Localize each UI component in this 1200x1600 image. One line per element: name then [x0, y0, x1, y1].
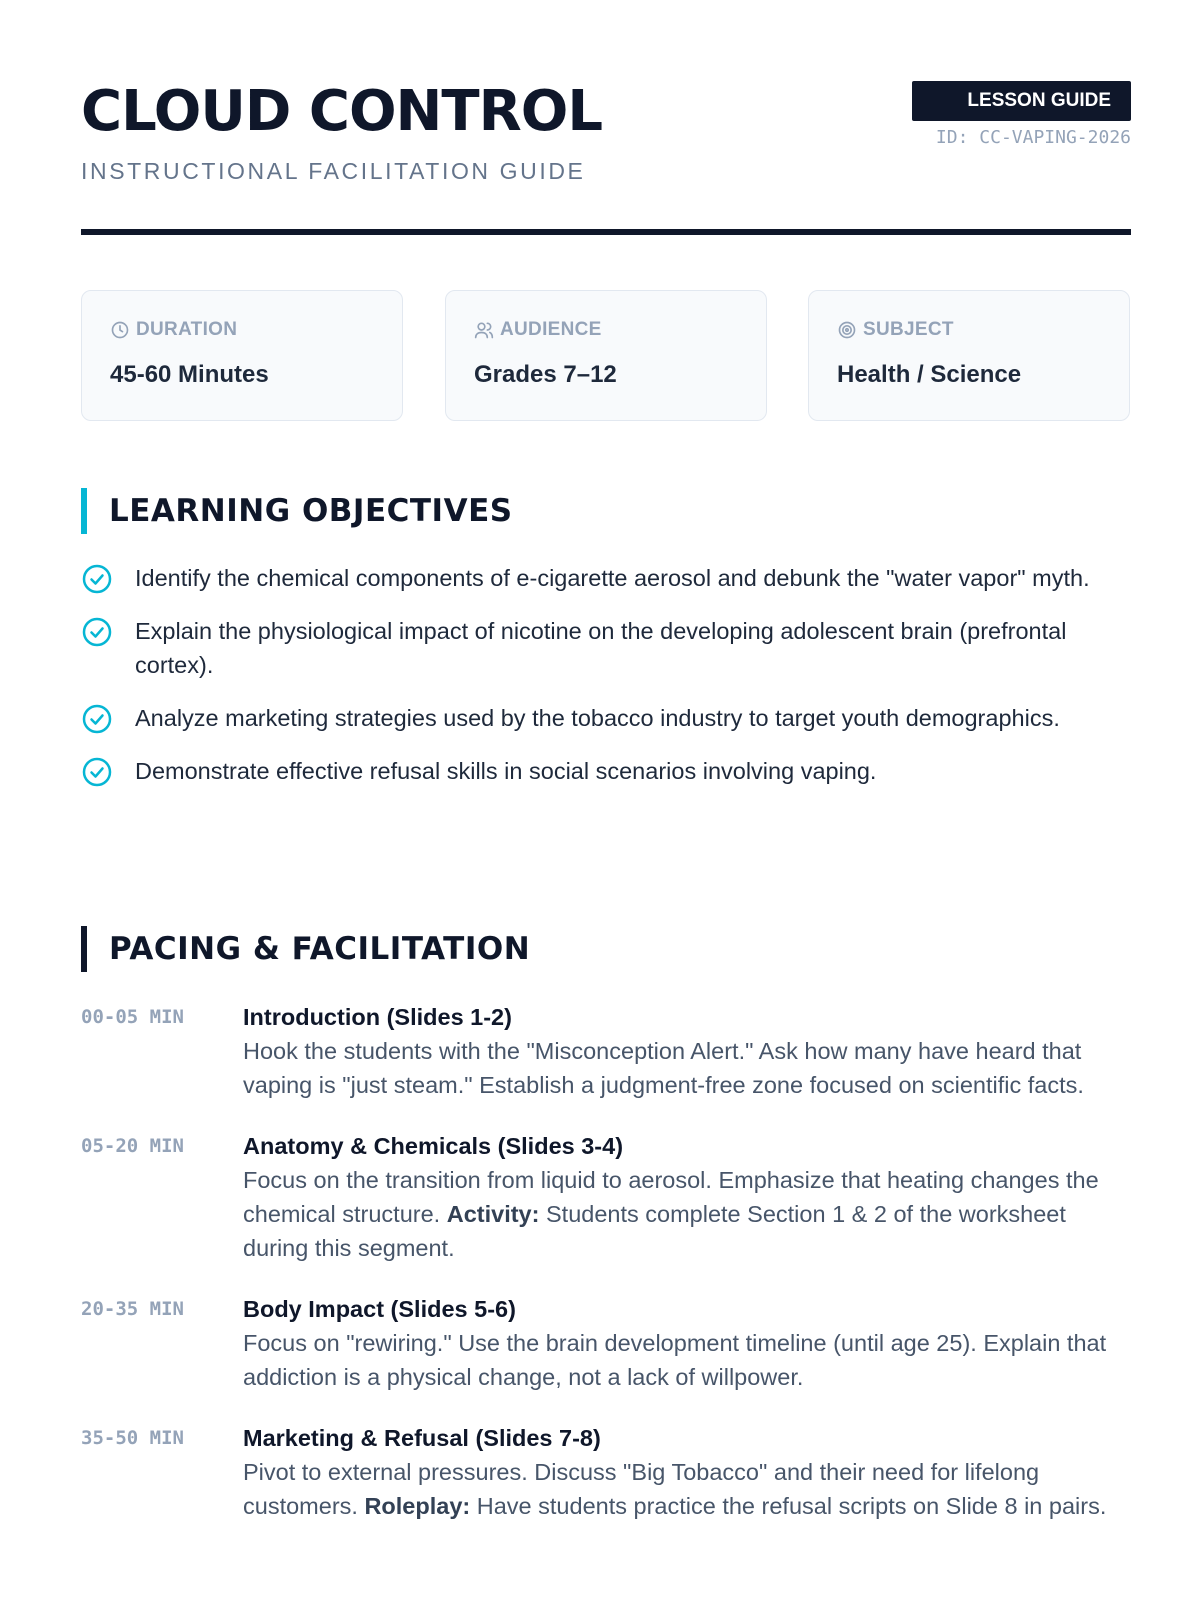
activity-label: Activity: [446, 1201, 540, 1227]
pacing-time: 35-50 MIN [81, 1427, 184, 1449]
pacing-time: 00-05 MIN [81, 1006, 184, 1028]
info-cards [81, 290, 1131, 421]
users-icon [474, 320, 494, 340]
pacing-time: 05-20 MIN [81, 1135, 184, 1157]
pacing-title: Introduction (Slides 1-2) [243, 1004, 512, 1030]
objective-text: Analyze marketing strategies used by the tobacco industry to target youth demographics. [135, 705, 1060, 731]
duration-card [81, 290, 403, 421]
subject-card [808, 290, 1130, 421]
document-header [81, 80, 1131, 235]
subject-label: SUBJECT [863, 319, 954, 340]
pacing-list [81, 1000, 1131, 1550]
list-item [81, 614, 1131, 682]
duration-label: DURATION [136, 319, 238, 340]
objectives-list [81, 561, 1131, 807]
pacing-description: Pivot to external pressures. Discuss "Big Tobacco" and their need for lifelong customers. Roleplay: Have students practice the refusal scripts on Slide 8 in pairs. [243, 1459, 1107, 1519]
roleplay-label: Roleplay: [364, 1493, 471, 1519]
learning-objectives-heading: LEARNING OBJECTIVES [81, 488, 513, 534]
lesson-guide-badge: LESSON GUIDE [912, 81, 1131, 121]
objective-text: Identify the chemical components of e-cigarette aerosol and debunk the "water vapor" myth. [135, 565, 1090, 591]
pacing-title: Anatomy & Chemicals (Slides 3-4) [243, 1133, 624, 1159]
document-id: ID: CC-VAPING-2026 [935, 127, 1131, 148]
objective-text: Explain the physiological impact of nicotine on the developing adolescent brain (prefrontal cortex). [135, 618, 1067, 678]
duration-value: 45-60 Minutes [110, 361, 269, 388]
clock-icon [110, 320, 130, 340]
pacing-title: Body Impact (Slides 5-6) [243, 1296, 516, 1322]
check-circle-icon [81, 616, 113, 648]
list-item [81, 754, 1131, 788]
pacing-description: Hook the students with the "Misconception Alert." Ask how many have heard that vaping is "just steam." Establish a judgment-free zone focused on scientific facts. [243, 1038, 1084, 1098]
page-title: CLOUD CONTROL [81, 79, 603, 144]
pacing-time: 20-35 MIN [81, 1298, 184, 1320]
check-circle-icon [81, 756, 113, 788]
pacing-row [81, 1292, 1131, 1394]
pacing-row [81, 1421, 1131, 1523]
header-divider [81, 229, 1131, 235]
pacing-description: Focus on "rewiring." Use the brain development timeline (until age 25). Explain that addiction is a physical change, not a lack of willpower. [243, 1330, 1107, 1390]
pacing-description: Focus on the transition from liquid to aerosol. Emphasize that heating changes the chemical structure. Activity: Students complete Section 1 & 2 of the worksheet during this segment. [243, 1167, 1099, 1261]
pacing-row [81, 1129, 1131, 1265]
audience-label: AUDIENCE [500, 319, 602, 340]
target-icon [837, 320, 857, 340]
subject-value: Health / Science [837, 361, 1022, 388]
audience-value: Grades 7–12 [474, 361, 617, 388]
list-item [81, 561, 1131, 595]
pacing-title: Marketing & Refusal (Slides 7-8) [243, 1425, 601, 1451]
check-circle-icon [81, 703, 113, 735]
list-item [81, 701, 1131, 735]
objective-text: Demonstrate effective refusal skills in social scenarios involving vaping. [135, 758, 877, 784]
page-subtitle: INSTRUCTIONAL FACILITATION GUIDE [81, 158, 586, 184]
audience-card [445, 290, 767, 421]
pacing-row [81, 1000, 1131, 1102]
pacing-heading: PACING & FACILITATION [81, 926, 530, 972]
check-circle-icon [81, 563, 113, 595]
